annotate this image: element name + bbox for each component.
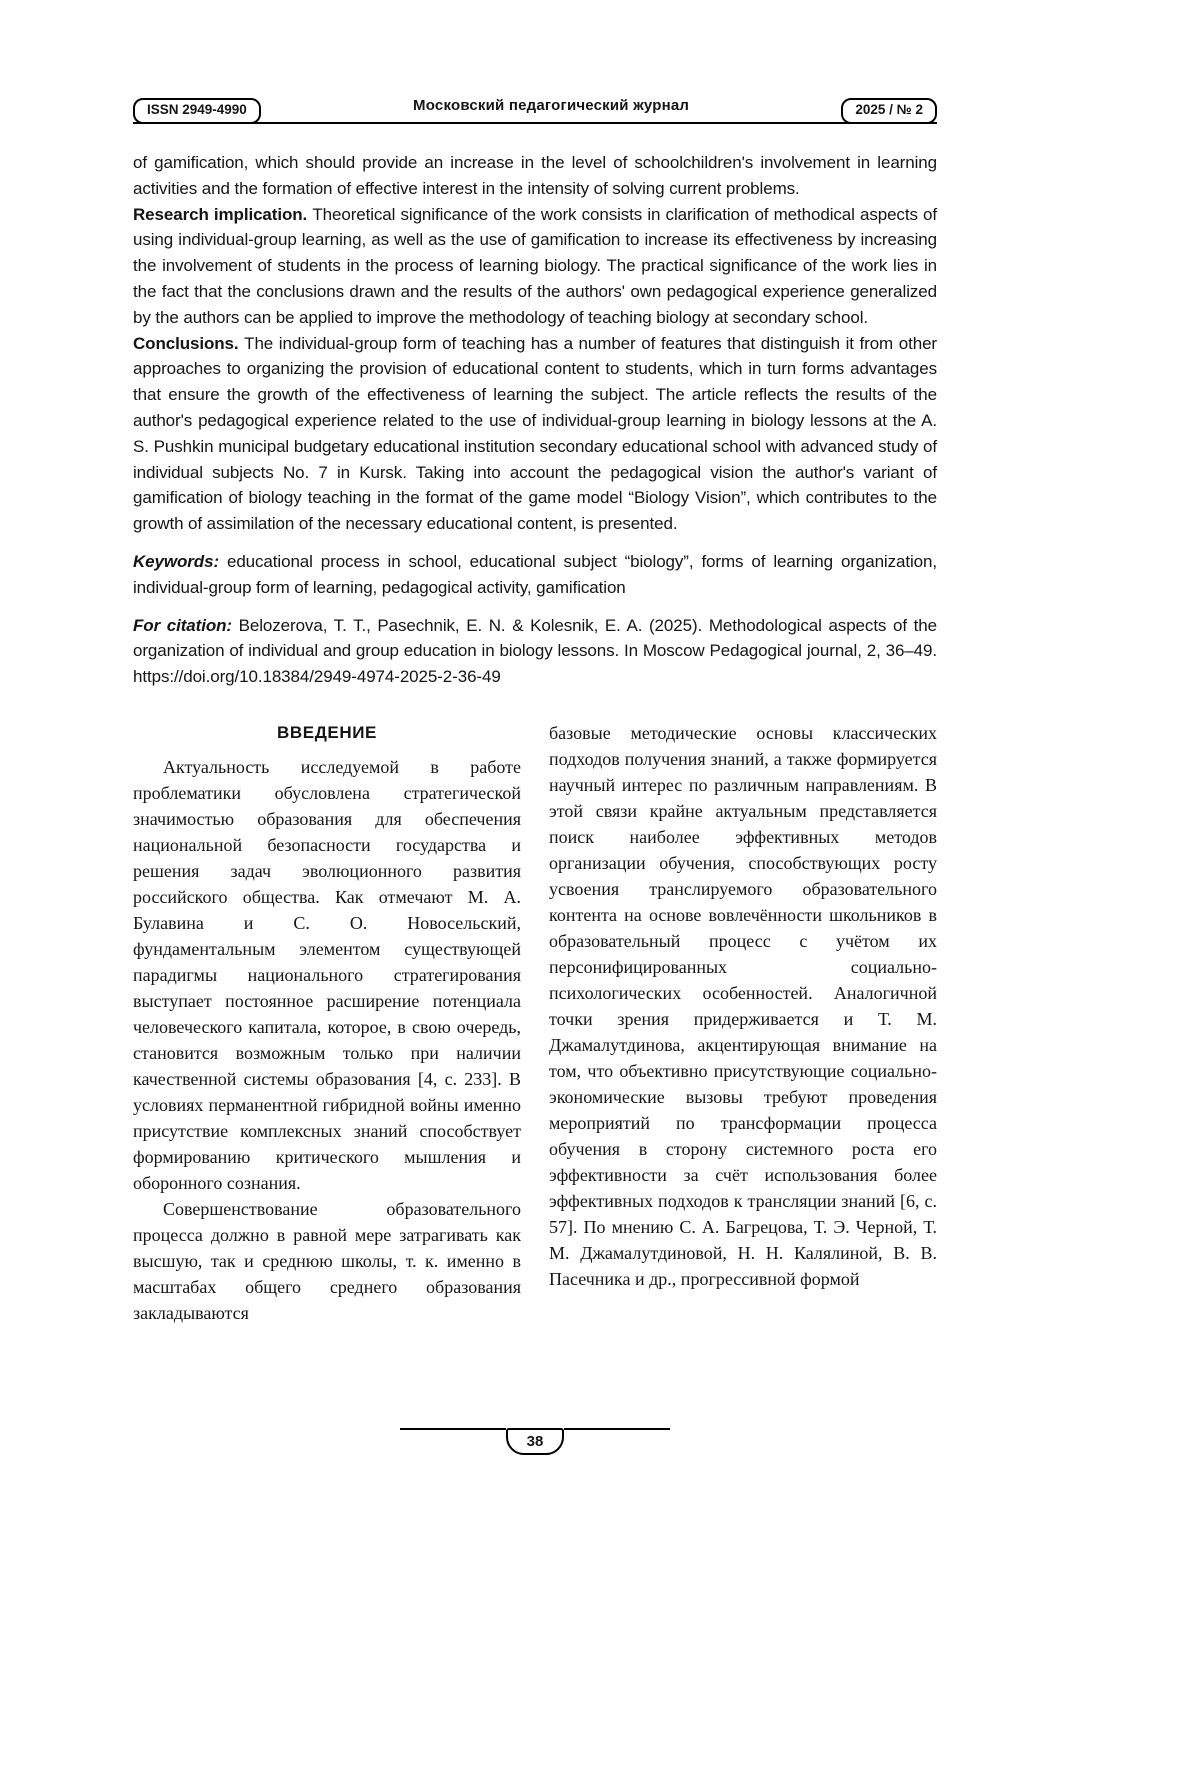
body-paragraph: базовые методические основы классических подходов получения знаний, а также формируется научный интерес по различным направлениям. В этой связи крайне актуальным представляется поиск наиболее эффективных методов организации обучения, способствующих росту усвоения транслируемого образовательного контента на основе вовлечённости школьников в образовательный процесс с учётом их персонифицированных социально-психологических особенностей. Аналогичной точки зрения придерживается и Т. М. Джамалутдинова, акцентирующая внимание на том, что объективно присутствующие социально-экономические вызовы требуют проведения мероприятий по трансформации процесса обучения в сторону системного роста его эффективности за счёт использования более эффективных подходов к трансляции знаний [6, с. 57]. По мнению С. А. Багрецова, Т. Э. Черной, Т. М. Джамалутдиновой, Н. Н. Калялиной, В. В. Пасечника и др., прогрессивной формой [549,722,937,1289]
paragraph-text: The individual-group form of teaching has a number of features that distinguish it from other approaches to organizing the provision of educational content to students, which in turn forms advantages that ensure the growth of the effectiveness of learning the subject. The article reflects the results of the author's pedagogical experience related to the use of individual-group learning in biology lessons at the A. S. Pushkin municipal budgetary educational institution secondary educational school with advanced study of individual subjects No. 7 in Kursk. Taking into account the pedagogical vision the author's variant of gamification of biology teaching in the format of the game model “Biology Vision”, which contributes to the growth of assimilation of the necessary educational content, is presented. [133,333,937,534]
abstract-paragraph-continuation [133,150,937,202]
page-number: 38 [526,1433,544,1450]
paragraph-lead: Conclusions. [133,333,245,353]
issn-badge [133,98,261,124]
section-heading-introduction: ВВЕДЕНИЕ [277,722,377,742]
abstract-paragraph-conclusions [133,331,937,537]
footer-rule-left [400,1428,506,1430]
issn-text: ISSN 2949-4990 [147,102,247,118]
issue-badge [841,98,937,124]
right-column [549,720,937,1326]
citation-text: Belozerova, T. T., Pasechnik, E. N. & Kolesnik, E. A. (2025). Methodological aspects of the organization of individual and group education in biology lessons. In Moscow Pedagogical journal, 2, 36–49. https://doi.org/10.18384/2949-4974-2025-2-36-49 [133,615,937,687]
left-column [133,720,521,1326]
citation-paragraph [133,613,937,690]
article-body [133,720,937,1326]
body-paragraph: Совершенствование образовательного процесса должно в равной мере затрагивать как высшую, так и среднюю школы, т. к. именно в масштабах общего среднего образования закладываются [133,1198,521,1323]
paragraph-lead: Research implication. [133,204,313,224]
abstract-paragraph-research-implication [133,202,937,331]
paragraph-text: of gamification, which should provide an increase in the level of schoolchildren's involvement in learning activities and the formation of effective interest in the intensity of solving current problems. [133,153,937,198]
paragraph-text: Theoretical significance of the work consists in clarification of methodical aspects of using individual-group learning, as well as the use of gamification to increase its effectiveness by increasing the involvement of students in the process of learning biology. The practical significance of the work lies in the fact that the conclusions drawn and the results of the authors' own pedagogical experience generalized by the authors can be applied to improve the methodology of teaching biology at secondary school. [133,204,937,327]
page-number-badge [506,1428,564,1455]
keywords-text: educational process in school, educational subject “biology”, forms of learning organization, individual-group form of learning, pedagogical activity, gamification [133,551,937,597]
footer-rule-right [564,1428,670,1430]
keywords-paragraph [133,549,937,601]
page-footer [133,1428,937,1455]
keywords-label: Keywords: [133,551,227,571]
body-paragraph: Актуальность исследуемой в работе проблематики обусловлена стратегической значимостью образования для обеспечения национальной безопасности государства и решения задач эволюционного развития российского общества. Как отмечают М. А. Булавина и С. О. Новосельский, фундаментальным элементом существующей парадигмы национального стратегирования выступает постоянное расширение потенциала человеческого капитала, которое, в свою очередь, становится возможным только при наличии качественной системы образования [4, с. 233]. В условиях перманентной гибридной войны именно присутствие комплексных знаний способствует формированию критического мышления и оборонного сознания. [133,756,521,1193]
abstract-section [133,150,937,690]
footer-rule-assembly [133,1428,937,1455]
citation-label: For citation: [133,615,239,635]
journal-title: Московский педагогический журнал [413,97,690,114]
issue-text: 2025 / № 2 [855,102,923,118]
page-header [133,88,937,124]
